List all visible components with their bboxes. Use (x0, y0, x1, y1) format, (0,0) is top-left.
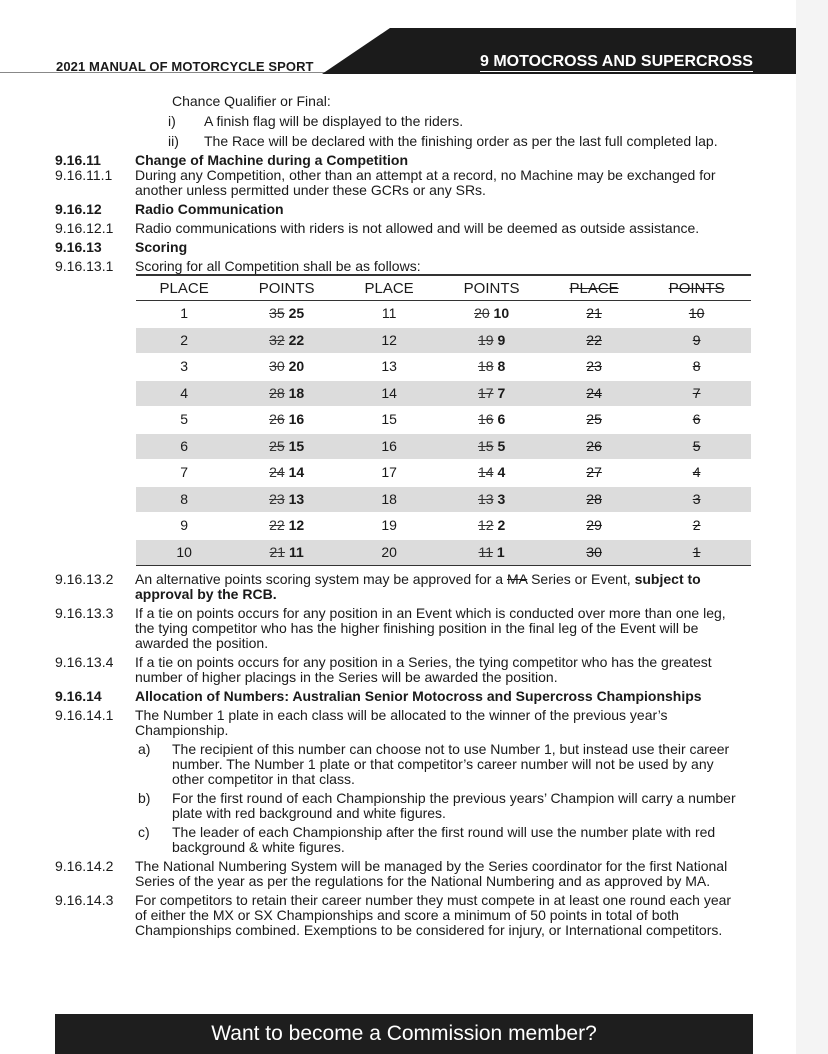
old-points: 24 (269, 464, 285, 481)
points-cell (437, 407, 546, 434)
new-points: 7 (497, 384, 506, 401)
place-cell: 16 (341, 433, 437, 460)
sub-clause-item (138, 791, 748, 821)
deleted-points-cell: 8 (642, 354, 751, 381)
place-cell: 2 (136, 327, 232, 354)
table-row (136, 539, 751, 566)
new-points: 9 (497, 331, 506, 348)
place-cell: 6 (136, 433, 232, 460)
table-row (136, 380, 751, 407)
clause-9-16-14-3 (0, 893, 796, 938)
clause-9-16-13-2 (0, 572, 796, 602)
old-points: 28 (269, 384, 285, 401)
deleted-points-cell: 10 (642, 301, 751, 328)
points-cell (232, 486, 341, 513)
section-number: 9.16.14 (55, 688, 102, 704)
new-points: 12 (288, 517, 305, 534)
deleted-points-cell: 1 (642, 539, 751, 566)
clause-9-16-12-1 (0, 221, 796, 236)
old-points: 16 (477, 411, 494, 428)
section-9-16-13 (0, 240, 796, 255)
old-points: 26 (269, 411, 285, 428)
sub-clause-item (138, 742, 748, 787)
new-points: 15 (288, 437, 305, 454)
page-header (0, 28, 796, 74)
deleted-text: MA (506, 571, 528, 587)
points-cell (437, 539, 546, 566)
table-row (136, 301, 751, 328)
clause-text: Radio communications with riders is not allowed and will be deemed as outside assistance. (135, 220, 700, 236)
col-header-points: POINTS (232, 275, 341, 301)
place-cell: 17 (341, 460, 437, 487)
old-points: 18 (477, 358, 494, 375)
new-points: 25 (288, 305, 305, 322)
table-row (136, 486, 751, 513)
points-cell (232, 539, 341, 566)
deleted-points-cell: 3 (642, 486, 751, 513)
old-points: 30 (269, 358, 285, 375)
list-marker: b) (138, 790, 151, 806)
table-header-row (136, 275, 751, 301)
new-points: 13 (288, 490, 305, 507)
col-header-points: POINTS (437, 275, 546, 301)
list-marker: c) (138, 824, 150, 840)
deleted-points-cell: 4 (642, 460, 751, 487)
place-cell: 3 (136, 354, 232, 381)
place-cell: 5 (136, 407, 232, 434)
place-cell: 1 (136, 301, 232, 328)
points-cell (232, 301, 341, 328)
clause-number: 9.16.14.1 (55, 707, 114, 723)
points-cell (437, 301, 546, 328)
deleted-points-cell: 2 (642, 513, 751, 540)
table-row (136, 327, 751, 354)
deleted-points-cell: 5 (642, 433, 751, 460)
manual-title: 2021 MANUAL OF MOTORCYCLE SPORT (56, 59, 314, 74)
list-marker: ii) (168, 133, 179, 149)
section-title: Allocation of Numbers: Australian Senior Motocross and Supercross Championships (135, 688, 702, 704)
new-points: 20 (288, 358, 305, 375)
clause-text: The Number 1 plate in each class will be allocated to the winner of the previous year’s Championship. (135, 707, 668, 738)
new-points: 3 (497, 490, 506, 507)
section-number: 9.16.13 (55, 239, 102, 255)
place-cell: 12 (341, 327, 437, 354)
intro-list-item (168, 114, 780, 129)
old-points: 17 (477, 384, 494, 401)
old-points: 25 (269, 437, 285, 454)
clause-number: 9.16.11.1 (55, 167, 113, 183)
clause-9-16-13-4 (0, 655, 796, 685)
points-cell (437, 327, 546, 354)
list-item-text: The recipient of this number can choose not to use Number 1, but instead use their career number. The Number 1 plate or that competitor’s career number will not be used by any other competitor in that class. (172, 741, 730, 787)
old-points: 35 (269, 305, 285, 322)
deleted-points-cell: 6 (642, 407, 751, 434)
place-cell: 19 (341, 513, 437, 540)
old-points: 20 (474, 305, 490, 322)
deleted-place-cell: 28 (546, 486, 642, 513)
emphasis-text: subject to approval by the RCB. (135, 571, 701, 602)
table-row (136, 354, 751, 381)
intro-list-item (168, 134, 780, 149)
col-header-place-deleted: PLACE (546, 275, 642, 301)
place-cell: 15 (341, 407, 437, 434)
new-points: 5 (497, 437, 506, 454)
table-row (136, 460, 751, 487)
deleted-place-cell: 25 (546, 407, 642, 434)
place-cell: 8 (136, 486, 232, 513)
chapter-title: 9 MOTOCROSS AND SUPERCROSS (480, 53, 753, 70)
section-title: Radio Communication (135, 201, 284, 217)
old-points: 19 (477, 331, 494, 348)
deleted-place-cell: 30 (546, 539, 642, 566)
old-points: 21 (269, 543, 286, 560)
intro-list (0, 114, 796, 149)
new-points: 10 (493, 305, 510, 322)
place-cell: 9 (136, 513, 232, 540)
clause-number: 9.16.13.4 (55, 654, 114, 670)
new-points: 16 (288, 411, 305, 428)
col-header-points-deleted: POINTS (642, 275, 751, 301)
old-points: 23 (269, 490, 285, 507)
new-points: 11 (288, 543, 304, 560)
deleted-place-cell: 22 (546, 327, 642, 354)
clause-text: During any Competition, other than an attempt at a record, no Machine may be exchanged for another unless permitted under these GCRs or any SRs. (135, 167, 716, 198)
section-9-16-14 (0, 689, 796, 704)
list-item-text: For the first round of each Championship the previous years’ Champion will carry a number plate with red background and white figures. (172, 790, 736, 821)
new-points: 22 (288, 331, 305, 348)
old-points: 11 (478, 543, 494, 560)
deleted-place-cell: 26 (546, 433, 642, 460)
points-cell (232, 354, 341, 381)
section-number: 9.16.11 (55, 152, 101, 168)
col-header-place: PLACE (341, 275, 437, 301)
col-header-place: PLACE (136, 275, 232, 301)
clause-number: 9.16.12.1 (55, 220, 114, 236)
page-edge (795, 0, 828, 1054)
table-row (136, 407, 751, 434)
list-item-text: The Race will be declared with the finishing order as per the last full completed lap. (204, 133, 718, 149)
section-number: 9.16.12 (55, 201, 102, 217)
points-cell (437, 380, 546, 407)
list-marker: i) (168, 113, 176, 129)
old-points: 22 (269, 517, 285, 534)
new-points: 14 (288, 464, 305, 481)
points-cell (437, 513, 546, 540)
intro-lead: Chance Qualifier or Final: (172, 93, 331, 109)
old-points: 13 (477, 490, 494, 507)
sub-clause-item (138, 825, 748, 855)
new-points: 6 (497, 411, 506, 428)
deleted-place-cell: 21 (546, 301, 642, 328)
deleted-place-cell: 27 (546, 460, 642, 487)
clause-number: 9.16.13.1 (55, 258, 114, 274)
place-cell: 7 (136, 460, 232, 487)
page-content (0, 94, 796, 938)
points-cell (437, 486, 546, 513)
deleted-place-cell: 29 (546, 513, 642, 540)
points-cell (437, 354, 546, 381)
clause-number: 9.16.14.3 (55, 892, 114, 908)
points-cell (232, 327, 341, 354)
place-cell: 14 (341, 380, 437, 407)
place-cell: 4 (136, 380, 232, 407)
clause-9-16-14-1 (0, 708, 796, 738)
deleted-place-cell: 23 (546, 354, 642, 381)
clause-number: 9.16.13.3 (55, 605, 114, 621)
clause-9-16-11-1 (0, 168, 796, 198)
clause-text: If a tie on points occurs for any position in an Event which is conducted over more than one leg, the tying competitor who has the higher finishing position in the final leg of the Event will be awarded the position. (135, 605, 726, 651)
place-cell: 11 (341, 301, 437, 328)
scoring-table (136, 274, 751, 566)
new-points: 18 (288, 384, 305, 401)
new-points: 8 (497, 358, 506, 375)
clause-9-16-13-1 (0, 259, 796, 274)
place-cell: 18 (341, 486, 437, 513)
clause-text-part: An alternative points scoring system may be approved for a (135, 571, 507, 587)
old-points: 14 (477, 464, 494, 481)
place-cell: 13 (341, 354, 437, 381)
clause-text: Scoring for all Competition shall be as follows: (135, 258, 421, 274)
deleted-place-cell: 24 (546, 380, 642, 407)
points-cell (232, 407, 341, 434)
points-cell (437, 460, 546, 487)
old-points: 32 (269, 331, 285, 348)
points-cell (232, 433, 341, 460)
section-9-16-12 (0, 202, 796, 217)
place-cell: 10 (136, 539, 232, 566)
sub-clause-list (0, 742, 796, 855)
section-title: Scoring (135, 239, 188, 255)
section-title: Change of Machine during a Competition (135, 152, 408, 168)
list-marker: a) (138, 741, 151, 757)
commission-banner[interactable]: Want to become a Commission member? (55, 1014, 753, 1054)
clause-text: The National Numbering System will be managed by the Series coordinator for the first National Series of the year as per the regulations for the National Numbering and as approved by MA. (135, 858, 728, 889)
list-item-text: The leader of each Championship after the first round will use the number plate with red background & white figures. (172, 824, 716, 855)
place-cell: 20 (341, 539, 437, 566)
points-cell (437, 433, 546, 460)
deleted-points-cell: 7 (642, 380, 751, 407)
deleted-points-cell: 9 (642, 327, 751, 354)
new-points: 1 (496, 543, 505, 560)
section-9-16-11 (0, 153, 796, 168)
table-row (136, 433, 751, 460)
points-cell (232, 380, 341, 407)
new-points: 2 (497, 517, 506, 534)
old-points: 12 (477, 517, 494, 534)
list-item-text: A finish flag will be displayed to the riders. (204, 113, 464, 129)
clause-text-part: Series or Event, (527, 571, 635, 587)
clause-number: 9.16.13.2 (55, 571, 114, 587)
table-row (136, 513, 751, 540)
clause-text: For competitors to retain their career number they must compete in at least one round each year of either the MX or SX Championships and score a minimum of 50 points in total of both Championships combined. Exemptions to be considered for injury, or International competitors. (135, 892, 732, 938)
clause-text: If a tie on points occurs for any position in a Series, the tying competitor who has the greatest number of higher placings in the Series will be awarded the position. (135, 654, 712, 685)
points-cell (232, 513, 341, 540)
clause-text (135, 572, 745, 602)
old-points: 15 (477, 437, 494, 454)
clause-9-16-14-2 (0, 859, 796, 889)
new-points: 4 (497, 464, 506, 481)
clause-number: 9.16.14.2 (55, 858, 114, 874)
clause-9-16-13-3 (0, 606, 796, 651)
points-cell (232, 460, 341, 487)
